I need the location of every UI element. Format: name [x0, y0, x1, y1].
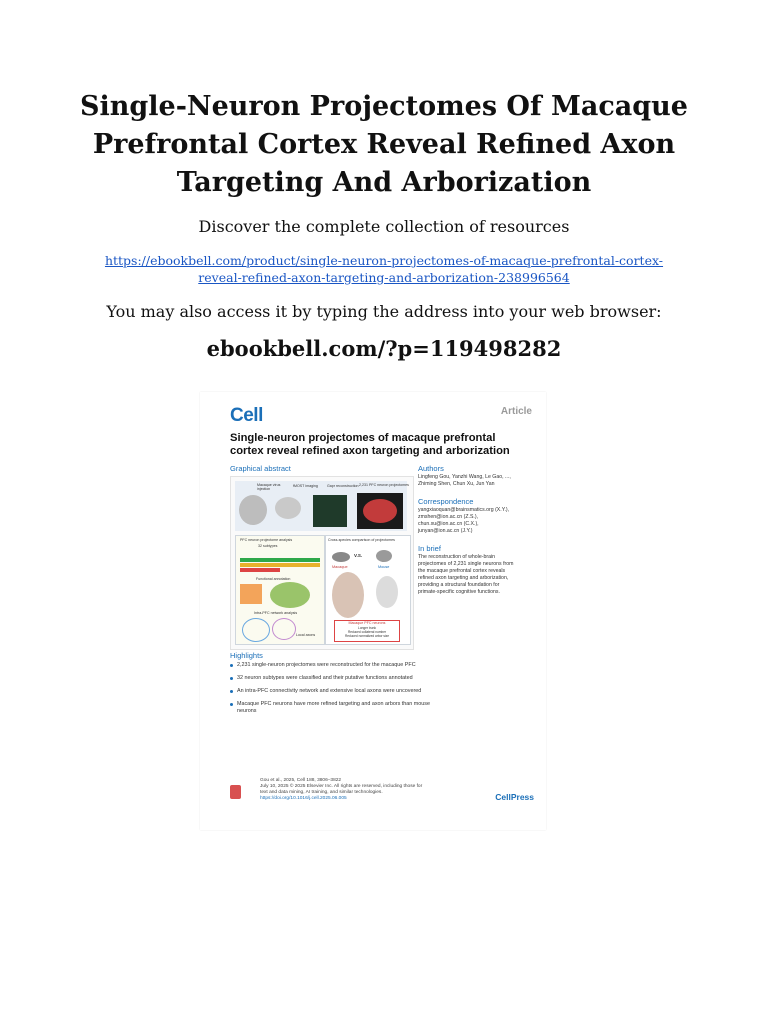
browser-note: You may also access it by typing the address into your web browser: [106, 302, 662, 321]
link-line: reveal-refined-axon-targeting-and-arborization-238996564 [198, 270, 570, 285]
label-macaque-injection: Macaque virus injection [257, 483, 281, 491]
projectome-render [357, 493, 403, 529]
page-title [60, 88, 708, 202]
label-pfc-analysis: PFC neuron projectome analysis [240, 538, 293, 542]
label-intra-pfc: Intra-PFC network analysis [254, 611, 298, 615]
cellpress-logo: CellPress [495, 792, 534, 802]
imaging-stack [313, 495, 347, 527]
in-brief-text: The reconstruction of whole-brain projectomes of 2,231 single neurons from the macaque prefrontal cortex reveals refined axon targeting and arborization, providing a structural foundation for primate-specific cognitive functions. [418, 554, 514, 595]
product-link[interactable] [95, 252, 673, 286]
label-cross-species: Cross-species comparison of projectomes [328, 538, 395, 542]
journal-logo: Cell [230, 405, 263, 426]
citation-footer: Gou et al., 2025, Cell 188, 3806–3822 July 10, 2025 © 2025 Elsevier Inc. All rights are reserved, including those for text and data mining, AI training, and similar technologies. https://doi.org/10.1016/j.cell.2025.06.005 [260, 778, 423, 801]
graphical-abstract-label: Graphical abstract [230, 464, 291, 473]
article-title-line: Single-neuron projectomes of macaque prefrontal [230, 432, 496, 444]
label-subtypes: 32 subtypes [258, 544, 278, 548]
label-local-axons: Local axons [296, 633, 316, 637]
highlight-item: Macaque PFC neurons have more refined targeting and axon arbors than mouse neurons [230, 701, 430, 715]
title-line: Targeting And Arborization [176, 167, 592, 198]
highlights-list [230, 662, 430, 721]
authors-list: Lingfeng Gou, Yanzhi Wang, Le Gao, ..., Zhiming Shen, Chun Xu, Jun Yan [418, 474, 511, 487]
macaque-figure [239, 495, 267, 525]
crossmark-icon [230, 785, 241, 799]
authors-label: Authors [418, 464, 444, 473]
article-title [230, 432, 530, 458]
label-reconstruction: Gapr reconstruction [327, 484, 359, 488]
pfc-analysis-panel [235, 535, 325, 645]
highlight-item: An intra-PFC connectivity network and extensive local axons were uncovered [230, 688, 430, 695]
label-imaging: fMOST imaging [293, 484, 318, 488]
label-mouse: Mouse [378, 565, 390, 569]
correspondence-list: yangxiaoquan@brainsmatics.org (X.Y.), zmshen@ion.ac.cn (Z.S.), chun.xu@ion.ac.cn (C.X.), junyan@ion.ac.cn (J.Y.) [418, 507, 510, 534]
macaque-brain [332, 572, 364, 618]
label-vs: V.S. [354, 553, 363, 558]
brain-shape [275, 497, 301, 519]
link-line: https://ebookbell.com/product/single-neuron-projectomes-of-macaque-prefrontal-cortex- [104, 253, 664, 268]
cross-species-panel [325, 535, 411, 645]
label-macaque: Macaque [332, 565, 348, 569]
highlight-item: 2,231 single-neuron projectomes were reconstructed for the macaque PFC [230, 662, 430, 669]
macaque-pfc-box: Macaque PFC neurons Longer trunk Reduced collateral number Reduced normalized arbor size [334, 620, 400, 642]
book-cover-image [200, 392, 546, 830]
in-brief-label: In brief [418, 544, 441, 553]
highlight-item: 32 neuron subtypes were classified and their putative functions annotated [230, 675, 430, 682]
highlights-label: Highlights [230, 651, 263, 660]
label-projectomes: 2,231 PFC neuron projectomes [359, 483, 409, 487]
short-url: ebookbell.com/?p=119498282 [206, 336, 562, 361]
label-functional: Functional annotation [256, 577, 291, 581]
article-label: Article [500, 406, 532, 417]
correspondence-label: Correspondence [418, 497, 474, 506]
mouse-brain [376, 576, 398, 608]
title-line: Single-Neuron Projectomes Of Macaque [80, 91, 688, 122]
article-title-line: cortex reveal refined axon targeting and arborization [230, 445, 510, 457]
subtitle: Discover the complete collection of resources [198, 217, 570, 236]
graphical-abstract [230, 476, 414, 650]
title-line: Prefrontal Cortex Reveal Refined Axon [92, 129, 676, 160]
